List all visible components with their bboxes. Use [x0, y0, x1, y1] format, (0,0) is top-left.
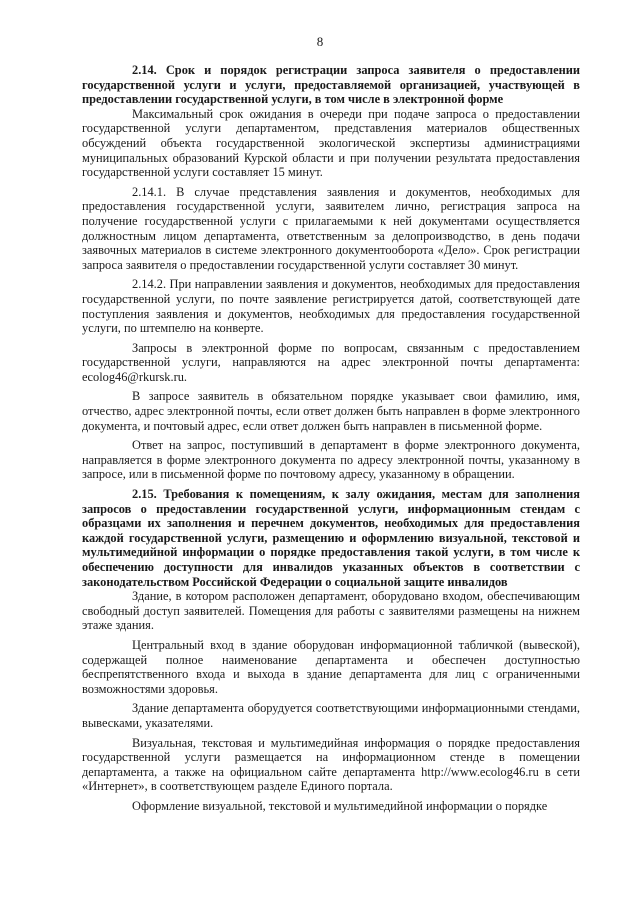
paragraph: В запросе заявитель в обязательном порядке указывает свои фамилию, имя, отчество, адрес электронной почты, если ответ должен быть направлен в форме электронного документа, и почтовый адрес, если ответ должен быть направлен в письменной форме.: [82, 389, 580, 433]
paragraph: Ответ на запрос, поступивший в департамент в форме электронного документа, направляется в форме электронного документа по адресу электронной почты, указанному в запросе, или в письменной форме по почтовому адресу, указанному в обращении.: [82, 438, 580, 482]
paragraph: 2.14.1. В случае представления заявления и документов, необходимых для предоставления государственной услуги, заявителем лично, регистрация запроса на получение государственной услуги с прилагаемыми к ней документами осуществляется должностным лицом департамента, ответственным за делопроизводство, в день подачи заявочных материалов в системе электронного документооборота «Дело». Срок регистрации запроса заявителя о предоставлении государственной услуги составляет 30 минут.: [82, 184, 580, 272]
paragraph: Визуальная, текстовая и мультимедийная информация о порядке предоставления государственной услуги размещается на информационном стенде в помещении департамента, а также на официальном сайте департамента http://www.ecolog46.ru в сети «Интернет», в соответствующем разделе Единого портала.: [82, 735, 580, 794]
section-heading-2-14: 2.14. Срок и порядок регистрации запроса заявителя о предоставлении государственной услуги и услуги, предоставляемой организацией, участвующей в предоставлении государственной услуги, в том числе в электронной форме: [82, 63, 580, 107]
paragraph: 2.14.2. При направлении заявления и документов, необходимых для предоставления государственной услуги, по почте заявление регистрируется датой, соответствующей дате поступления заявления и документов, необходимых для предоставления государственной услуги, по штемпелю на конверте.: [82, 277, 580, 336]
paragraph: Максимальный срок ожидания в очереди при подаче запроса о предоставлении государственной услуги департаментом, представления материалов общественных обсуждений объекта государственной экологической экспертизы администрациями муниципальных образований Курской области и при получении результата предоставления государственной услуги составляет 15 минут.: [82, 106, 580, 180]
page-number: 8: [316, 34, 324, 49]
page-body: [82, 63, 580, 819]
paragraph: Здание департамента оборудуется соответствующими информационными стендами, вывесками, указателями.: [82, 701, 580, 730]
paragraph: Здание, в котором расположен департамент, оборудовано входом, обеспечивающим свободный доступ заявителей. Помещения для работы с заявителями размещены на нижнем этаже здания.: [82, 589, 580, 633]
section-heading-2-15: 2.15. Требования к помещениям, к залу ожидания, местам для заполнения запросов о предоставлении государственной услуги, информационным стендам с образцами их заполнения и перечнем документов, необходимых для предоставления каждой государственной услуги, размещению и оформлению визуальной, текстовой и мультимедийной информации о порядке предоставления такой услуги, в том числе к обеспечению доступности для инвалидов указанных объектов в соответствии с законодательством Российской Федерации о социальной защите инвалидов: [82, 487, 580, 589]
paragraph: Центральный вход в здание оборудован информационной табличкой (вывеской), содержащей полное наименование департамента и обеспечен доступностью беспрепятственного входа и выхода в здание департамента для лиц с ограниченными возможностями здоровья.: [82, 637, 580, 696]
paragraph: Оформление визуальной, текстовой и мультимедийной информации о порядке: [132, 798, 548, 813]
paragraph: Запросы в электронной форме по вопросам, связанным с предоставлением государственной услуги, направляются на адрес электронной почты департамента: ecolog46@rkursk.ru.: [82, 340, 580, 384]
